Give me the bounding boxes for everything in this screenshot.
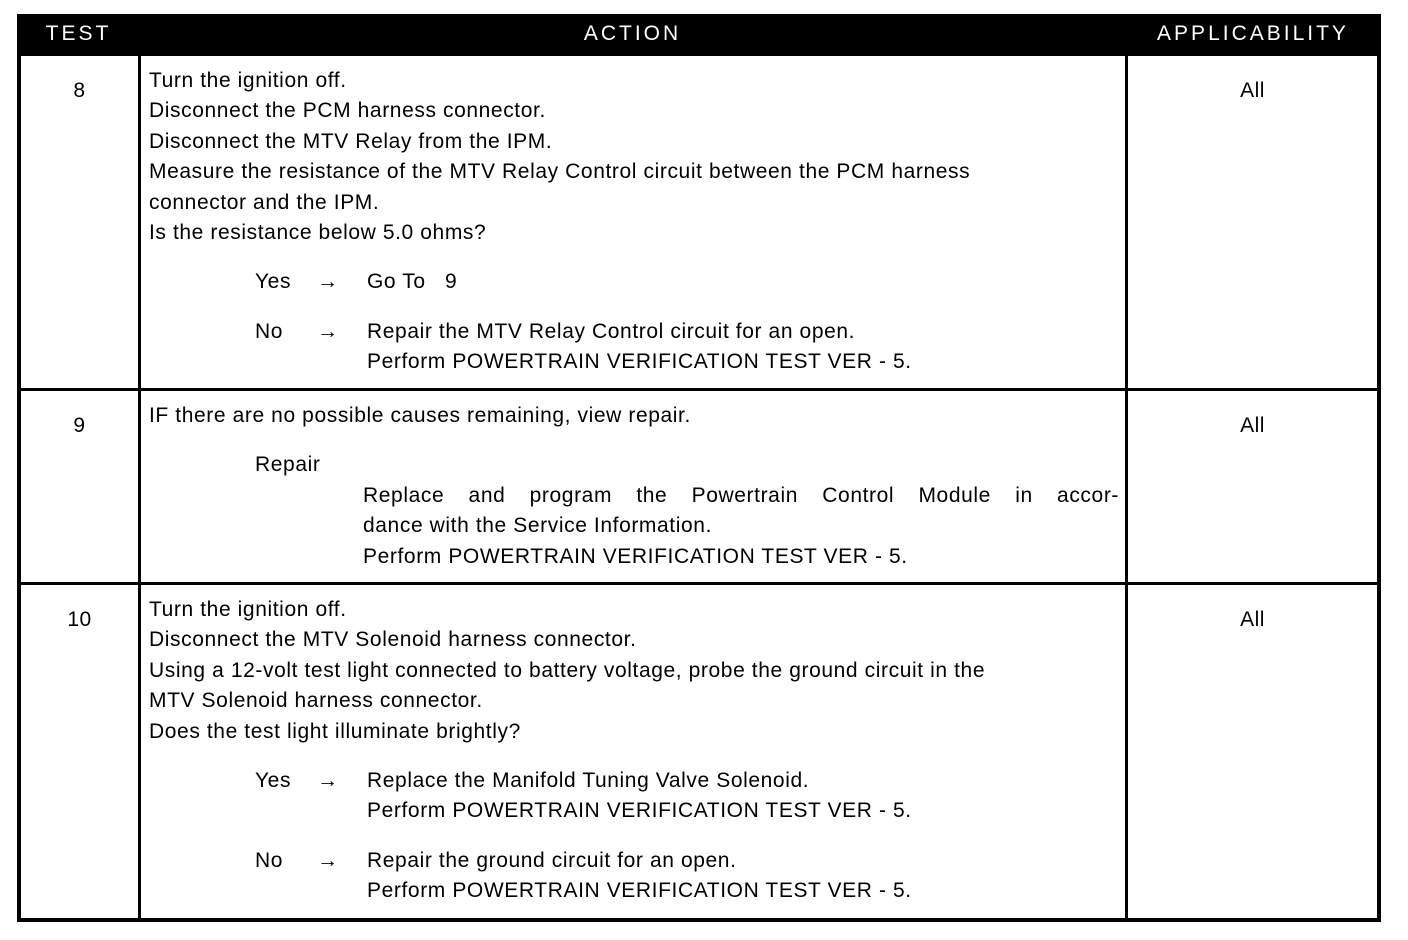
action-line: Turn the ignition off. (149, 598, 347, 621)
test-number: 10 (67, 608, 92, 631)
action-line: Turn the ignition off. (149, 69, 347, 92)
action-line: Measure the resistance of the MTV Relay Control circuit between the PCM harness (149, 160, 971, 184)
applicability-cell (1128, 391, 1377, 582)
no-branch (255, 317, 1119, 378)
test-number-cell (21, 391, 138, 582)
yes-label: Yes (255, 270, 292, 294)
no-branch (255, 846, 1119, 907)
applicability-value: All (1240, 79, 1265, 102)
no-label: No (255, 319, 284, 343)
test-number-cell (21, 56, 138, 388)
right-arrow-icon: → (317, 270, 339, 294)
no-result-line: Perform POWERTRAIN VERIFICATION TEST VER - 5. (367, 350, 912, 374)
test-number: 8 (73, 79, 86, 102)
action-line: Disconnect the MTV Solenoid harness connector. (149, 628, 637, 652)
applicability-value: All (1240, 414, 1265, 437)
repair-label: Repair (255, 453, 321, 477)
applicability-cell (1128, 585, 1377, 918)
no-result-line: Repair the MTV Relay Control circuit for an open. (367, 319, 856, 343)
action-line: Using a 12-volt test light connected to battery voltage, probe the ground circuit in the (149, 658, 986, 682)
applicability-value: All (1240, 608, 1265, 631)
repair-block (255, 450, 1119, 572)
test-number: 9 (73, 414, 86, 437)
action-line: Disconnect the MTV Relay from the IPM. (149, 129, 553, 153)
no-result-line: Repair the ground circuit for an open. (367, 848, 737, 872)
test-number-cell (21, 585, 138, 918)
action-cell (141, 391, 1125, 582)
action-cell (141, 56, 1125, 388)
action-line: Disconnect the PCM harness connector. (149, 99, 546, 123)
no-label: No (255, 848, 284, 872)
right-arrow-icon: → (317, 769, 339, 793)
yes-branch (255, 267, 1119, 297)
right-arrow-icon: → (317, 848, 339, 872)
applicability-cell (1128, 56, 1377, 388)
action-line: Is the resistance below 5.0 ohms? (149, 221, 487, 245)
action-line: Does the test light illuminate brightly? (149, 719, 521, 743)
yes-result-line: Replace the Manifold Tuning Valve Solenoid. (367, 769, 810, 793)
no-result-line: Perform POWERTRAIN VERIFICATION TEST VER - 5. (367, 879, 912, 903)
action-line: connector and the IPM. (149, 190, 380, 214)
action-cell (141, 585, 1125, 918)
diagnostic-table (17, 14, 1381, 922)
header-action: ACTION (583, 22, 682, 45)
action-line: MTV Solenoid harness connector. (149, 689, 483, 713)
repair-line: Perform POWERTRAIN VERIFICATION TEST VER - 5. (363, 544, 908, 568)
right-arrow-icon: → (317, 319, 339, 343)
header-test: TEST (45, 22, 112, 45)
repair-line: Replace and program the Powertrain Control Module in accor- (363, 483, 1119, 507)
yes-branch (255, 766, 1119, 827)
yes-result-line: Go To 9 (367, 270, 458, 294)
action-line: IF there are no possible causes remaining, view repair. (149, 404, 691, 427)
yes-result-line: Perform POWERTRAIN VERIFICATION TEST VER - 5. (367, 799, 912, 823)
yes-label: Yes (255, 769, 292, 793)
header-applicability: APPLICABILITY (1157, 22, 1349, 45)
repair-line: dance with the Service Information. (363, 514, 713, 538)
